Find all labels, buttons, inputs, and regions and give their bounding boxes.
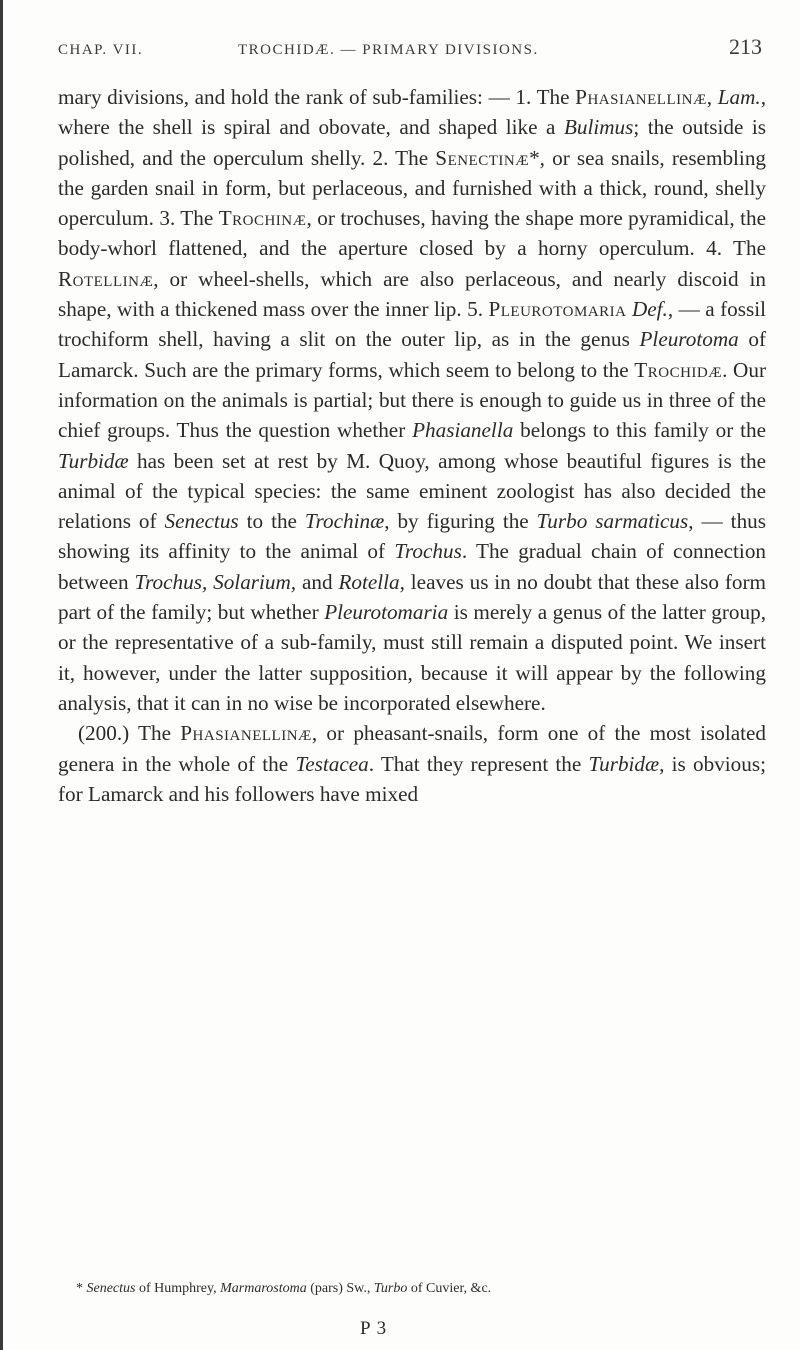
- paragraph-primary-divisions: mary divisions, and hold the rank of sub-families: — 1. The Phasianellinæ, Lam., where the shell is spiral and obovate, and shaped like a Bulimus; the outside is polished, and the operculum shelly. 2. The Senectinæ*, or sea snails, resembling the garden snail in form, but perlaceous, and furnished with a thick, round, shelly operculum. 3. The Trochinæ, or trochuses, having the shape more pyramidical, the body-whorl flattened, and the aperture closed by a horny operculum. 4. The Rotellinæ, or wheel-shells, which are also perlaceous, and nearly discoid in shape, with a thickened mass over the inner lip. 5. Pleurotomaria Def., — a fossil trochiform shell, having a slit on the outer lip, as in the genus Pleurotoma of Lamarck. Such are the primary forms, which seem to belong to the Trochidæ. Our information on the animals is partial; but there is enough to guide us in three of the chief groups. Thus the question whether Phasianella belongs to this family or the Turbidæ has been set at rest by M. Quoy, among whose beautiful figures is the animal of the typical species: the same eminent zoologist has also decided the relations of Senectus to the Trochinæ, by figuring the Turbo sarmaticus, — thus showing its affinity to the animal of Trochus. The gradual chain of connection between Trochus, Solarium, and Rotella, leaves us in no doubt that these also form part of the family; but whether Pleurotomaria is merely a genus of the latter group, or the representative of a sub-family, must still remain a disputed point. We insert it, however, under the latter supposition, because it will appear by the following analysis, that it can in no wise be incorporated elsewhere.: [58, 85, 767, 715]
- running-title: TROCHIDÆ. — PRIMARY DIVISIONS.: [238, 42, 539, 58]
- page-binding-edge: [0, 0, 3, 1350]
- chapter-label: CHAP. VII.: [58, 42, 144, 58]
- page-number: 213: [729, 34, 762, 59]
- body-text: [58, 82, 766, 809]
- paragraph-200: (200.) The Phasianellinæ, or pheasant-snails, form one of the most isolated genera in the whole of the Testacea. That they represent the Turbidæ, is obvious; for Lamarck and his followers have mixed: [58, 721, 767, 806]
- running-header: [58, 34, 762, 64]
- printer-signature-mark: P 3: [360, 1318, 388, 1339]
- footnote: * Senectus of Humphrey, Marmarostoma (pars) Sw., Turbo of Cuvier, &c.: [76, 1281, 492, 1296]
